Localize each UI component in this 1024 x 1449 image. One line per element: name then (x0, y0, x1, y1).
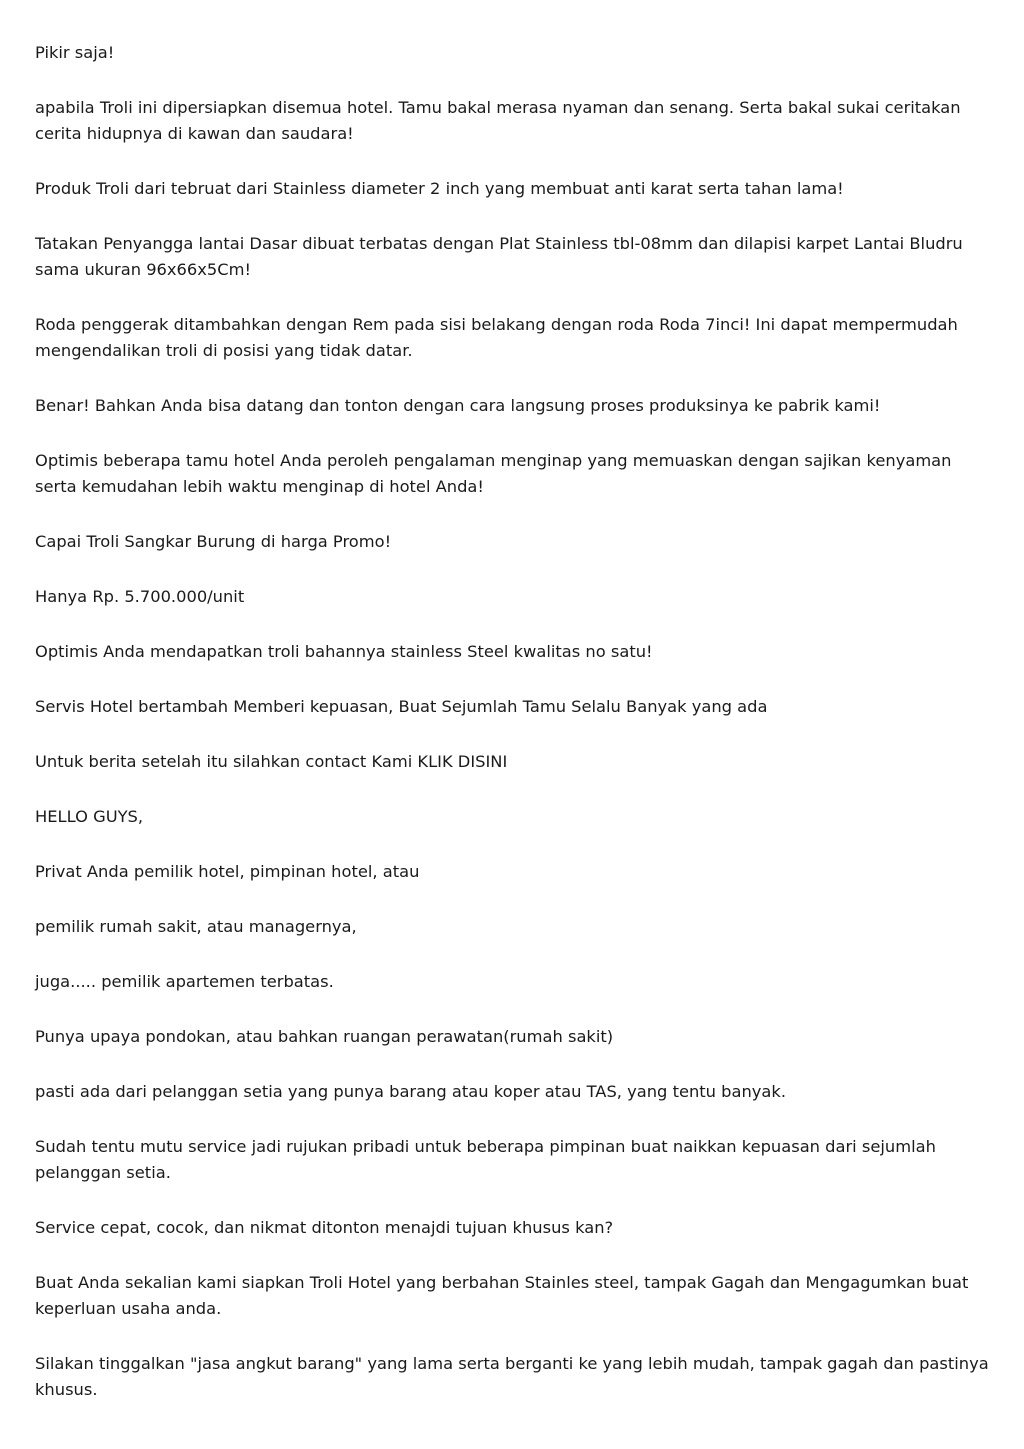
paragraph-base-plate: Tatakan Penyangga lantai Dasar dibuat terbatas dengan Plat Stainless tbl-08mm dan dilapisi karpet Lantai Bludru sama ukuran 96x66x5Cm! (35, 234, 963, 279)
paragraph-hotel-benefit: apabila Troli ini dipersiapkan disemua hotel. Tamu bakal merasa nyaman dan senang. Serta bakal sukai ceritakan cerita hidupnya di kawan dan saudara! (35, 98, 961, 143)
paragraph-contact: Untuk berita setelah itu silahkan contact Kami KLIK DISINI (35, 752, 508, 771)
paragraph-promo: Capai Troli Sangkar Burung di harga Promo! (35, 532, 392, 551)
paragraph-factory-visit: Benar! Bahkan Anda bisa datang dan tonton dengan cara langsung proses produksinya ke pabrik kami! (35, 396, 881, 415)
paragraph-apartment-owners: juga..... pemilik apartemen terbatas. (35, 972, 334, 991)
paragraph-lodging: Punya upaya pondokan, atau bahkan ruangan perawatan(rumah sakit) (35, 1027, 614, 1046)
paragraph-closing: Silakan tinggalkan "jasa angkut barang" yang lama serta berganti ke yang lebih mudah, tampak gagah dan pastinya khusus. (35, 1354, 989, 1399)
paragraph-material: Produk Troli dari tebruat dari Stainless diameter 2 inch yang membuat anti karat serta tahan lama! (35, 179, 844, 198)
paragraph-service-quality: Sudah tentu mutu service jadi rujukan pribadi untuk beberapa pimpinan buat naikkan kepuasan dari sejumlah pelanggan setia. (35, 1137, 936, 1182)
paragraph-intro: Pikir saja! (35, 43, 115, 62)
paragraph-wheels: Roda penggerak ditambahkan dengan Rem pada sisi belakang dengan roda Roda 7inci! Ini dapat mempermudah mengendalikan troli di posisi yang tidak datar. (35, 315, 958, 360)
paragraph-hotel-owners: Privat Anda pemilik hotel, pimpinan hotel, atau (35, 862, 420, 881)
paragraph-service: Servis Hotel bertambah Memberi kepuasan, Buat Sejumlah Tamu Selalu Banyak yang ada (35, 697, 768, 716)
document-body (35, 40, 995, 1432)
paragraph-hospital-owners: pemilik rumah sakit, atau managernya, (35, 917, 357, 936)
paragraph-greeting: HELLO GUYS, (35, 807, 144, 826)
paragraph-offer: Buat Anda sekalian kami siapkan Troli Hotel yang berbahan Stainles steel, tampak Gagah dan Mengagumkan buat keperluan usaha anda. (35, 1273, 969, 1318)
paragraph-luggage: pasti ada dari pelanggan setia yang punya barang atau koper atau TAS, yang tentu banyak. (35, 1082, 787, 1101)
paragraph-guest-experience: Optimis beberapa tamu hotel Anda peroleh pengalaman menginap yang memuaskan dengan sajikan kenyaman serta kemudahan lebih waktu menginap di hotel Anda! (35, 451, 952, 496)
paragraph-quality: Optimis Anda mendapatkan troli bahannya stainless Steel kwalitas no satu! (35, 642, 653, 661)
paragraph-service-goal: Service cepat, cocok, dan nikmat ditonton menajdi tujuan khusus kan? (35, 1218, 614, 1237)
paragraph-price: Hanya Rp. 5.700.000/unit (35, 587, 245, 606)
